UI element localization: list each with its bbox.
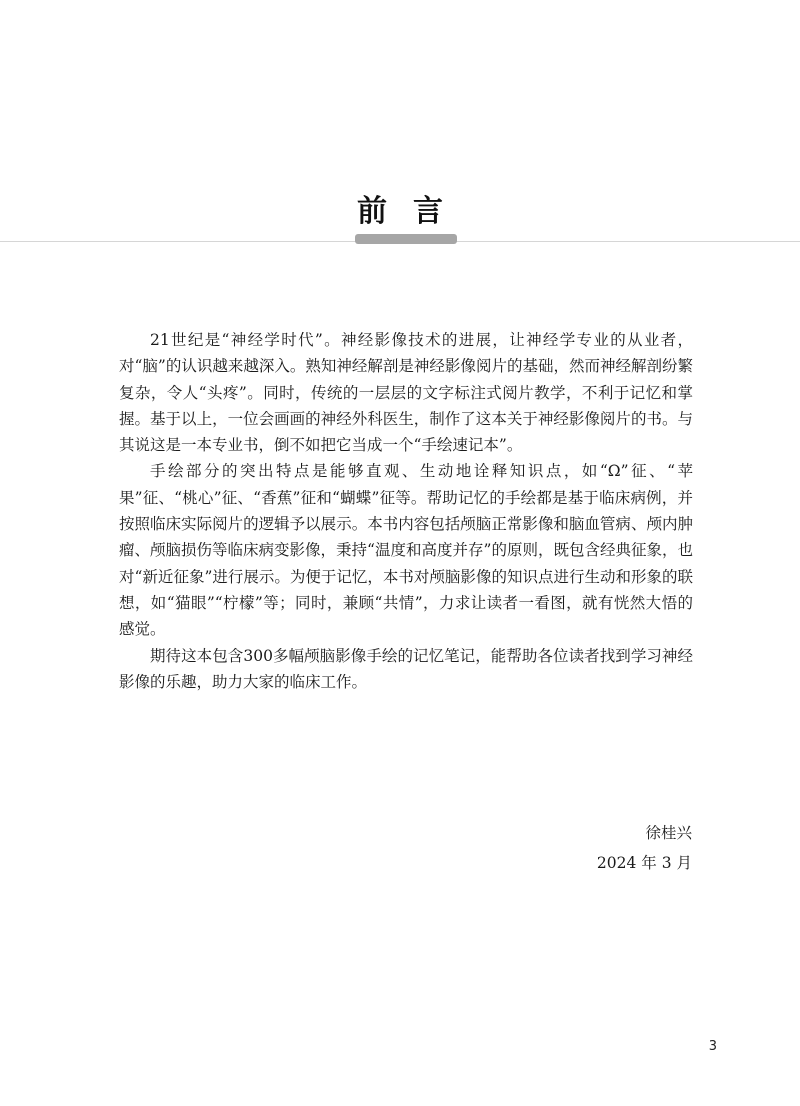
paragraph-1: 21世纪是“神经学时代”。神经影像技术的进展，让神经学专业的从业者，对“脑”的认识越来越深入。熟知神经解剖是神经影像阅片的基础，然而神经解剖纷繁复杂，令人“头疼”。同时，传统的一层层的文字标注式阅片教学，不利于记忆和掌握。基于以上，一位会画画的神经外科医生，制作了这本关于神经影像阅片的书。与其说这是一本专业书，倒不如把它当成一个“手绘速记本”。 [119, 331, 693, 455]
preface-body [119, 327, 693, 695]
signature-block [597, 818, 692, 878]
paragraph-3: 期待这本包含300多幅颅脑影像手绘的记忆笔记，能帮助各位读者找到学习神经影像的乐趣，助力大家的临床工作。 [119, 646, 693, 691]
heading-block [0, 180, 800, 250]
title-divider-tab [355, 234, 457, 244]
page-title: 前言 [357, 194, 469, 229]
signature-date: 2024 年 3 月 [596, 854, 692, 872]
paragraph-2: 手绘部分的突出特点是能够直观、生动地诠释知识点，如“Ω”征、“苹果”征、“桃心”征、“香蕉”征和“蝴蝶”征等。帮助记忆的手绘都是基于临床病例，并按照临床实际阅片的逻辑予以展示。本书内容包括颅脑正常影像和脑血管病、颅内肿瘤、颅脑损伤等临床病变影像，秉持“温度和高度并存”的原则，既包含经典征象，也对“新近征象”进行展示。为便于记忆，本书对颅脑影像的知识点进行生动和形象的联想，如“猫眼”“柠檬”等；同时，兼顾“共情”，力求让读者一看图，就有恍然大悟的感觉。 [119, 462, 693, 639]
page-number: 3 [708, 1039, 717, 1054]
author-name: 徐桂兴 [645, 824, 692, 842]
